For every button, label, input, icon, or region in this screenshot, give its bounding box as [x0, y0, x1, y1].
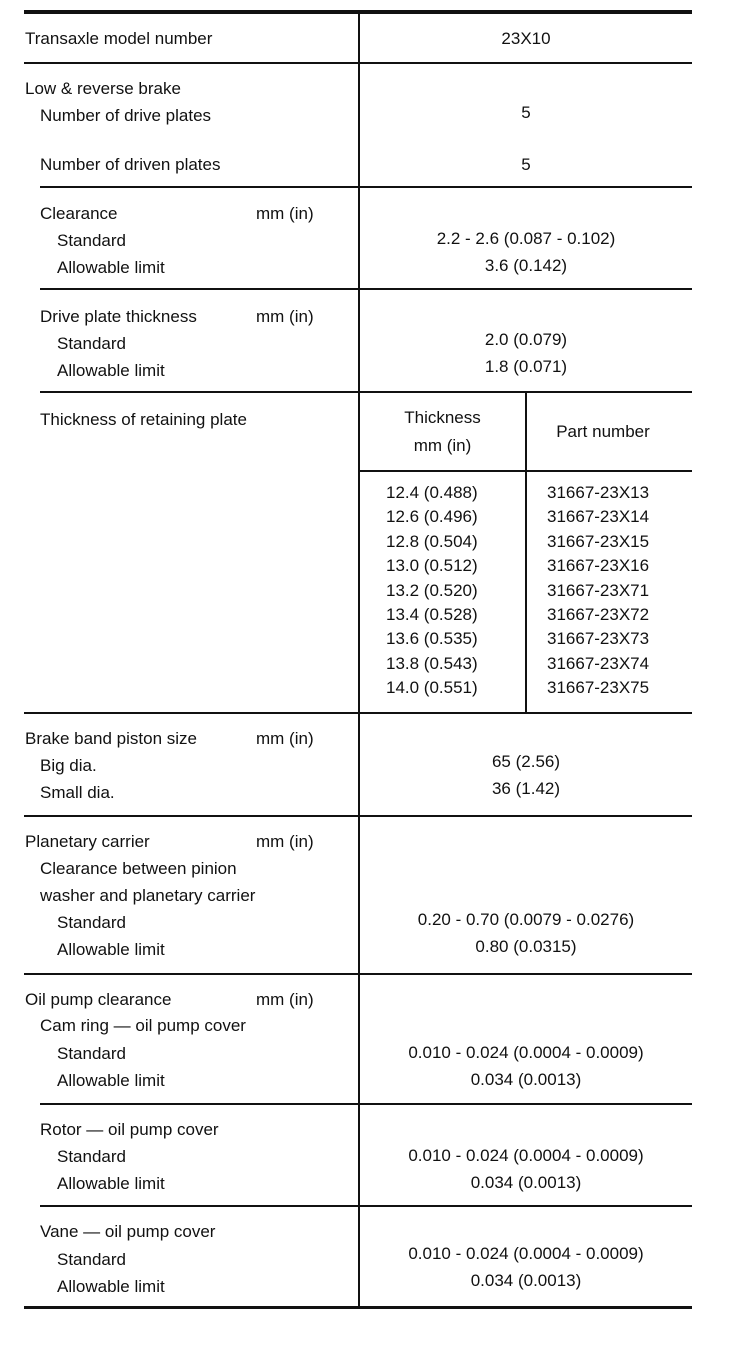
brake-band-unit: mm (in) [256, 729, 314, 748]
drive-thickness-label: Drive plate thickness [40, 307, 197, 326]
retaining-thickness-cell: 12.8 (0.504) [386, 531, 478, 551]
sub-divider [40, 1103, 692, 1105]
brake-band-small-label: Small dia. [40, 783, 115, 802]
brake-band-big-value: 65 (2.56) [491, 752, 561, 771]
rotor-standard-label: Standard [57, 1147, 126, 1166]
retaining-thickness-cell: 13.2 (0.520) [386, 580, 478, 600]
sub-divider [40, 1205, 692, 1207]
subtable-part-header: Part number [556, 422, 650, 441]
cam-ring-label: Cam ring — oil pump cover [40, 1016, 246, 1035]
cam-ring-standard-value: 0.010 - 0.024 (0.0004 - 0.0009) [408, 1043, 644, 1062]
brake-band-small-value: 36 (1.42) [491, 779, 561, 798]
planetary-standard-label: Standard [57, 913, 126, 932]
retaining-part-cell: 31667-23X75 [547, 678, 650, 698]
drive-plates-label: Number of drive plates [40, 106, 212, 125]
retaining-part-cell: 31667-23X14 [547, 507, 650, 527]
vane-limit-value: 0.034 (0.0013) [470, 1271, 582, 1290]
vane-standard-value: 0.010 - 0.024 (0.0004 - 0.0009) [408, 1244, 644, 1263]
clearance-standard-value: 2.2 - 2.6 (0.087 - 0.102) [436, 229, 616, 248]
planetary-limit-value: 0.80 (0.0315) [475, 937, 577, 956]
low-reverse-title: Low & reverse brake [25, 79, 181, 98]
retaining-thickness-cell: 13.8 (0.543) [386, 653, 478, 673]
retaining-part-cell: 31667-23X16 [547, 556, 650, 576]
vane-limit-label: Allowable limit [57, 1277, 165, 1296]
rotor-label: Rotor — oil pump cover [40, 1120, 219, 1139]
retaining-thickness-cell: 13.6 (0.535) [386, 629, 478, 649]
cam-ring-limit-label: Allowable limit [57, 1071, 165, 1090]
rotor-standard-value: 0.010 - 0.024 (0.0004 - 0.0009) [408, 1146, 644, 1165]
planetary-unit: mm (in) [256, 832, 314, 851]
vane-standard-label: Standard [57, 1250, 126, 1269]
retaining-thickness-cell: 13.4 (0.528) [386, 605, 478, 624]
retaining-part-cell: 31667-23X71 [547, 580, 650, 600]
subtable-thickness-unit: mm (in) [413, 436, 472, 455]
model-label: Transaxle model number [25, 29, 213, 48]
cam-ring-standard-label: Standard [57, 1044, 126, 1063]
planetary-standard-value: 0.20 - 0.70 (0.0079 - 0.0276) [417, 910, 635, 929]
rotor-limit-value: 0.034 (0.0013) [470, 1173, 582, 1192]
retaining-thickness-cell: 13.0 (0.512) [386, 556, 478, 576]
drive-thickness-unit: mm (in) [256, 307, 314, 326]
drive-thickness-standard-label: Standard [57, 334, 126, 353]
sub-divider [40, 391, 692, 393]
clearance-standard-label: Standard [57, 231, 126, 250]
rotor-limit-label: Allowable limit [57, 1174, 165, 1193]
sub-divider [40, 288, 692, 290]
cam-ring-limit-value: 0.034 (0.0013) [470, 1070, 582, 1089]
retaining-part-cell: 31667-23X73 [547, 629, 650, 649]
model-value: 23X10 [501, 29, 551, 48]
retaining-part-cell: 31667-23X72 [547, 605, 650, 624]
retaining-part-cell: 31667-23X13 [547, 483, 650, 502]
drive-thickness-limit-value: 1.8 (0.071) [484, 357, 568, 376]
drive-thickness-limit-label: Allowable limit [57, 361, 165, 380]
retaining-plate-label: Thickness of retaining plate [40, 410, 247, 429]
retaining-part-cell: 31667-23X15 [547, 531, 650, 551]
column-divider [358, 12, 360, 1308]
subtable-thickness-header: Thickness [404, 408, 481, 427]
planetary-line2: washer and planetary carrier [40, 886, 256, 905]
clearance-limit-label: Allowable limit [57, 258, 165, 277]
brake-band-label: Brake band piston size [25, 729, 197, 748]
drive-plates-value: 5 [521, 103, 531, 122]
driven-plates-label: Number of driven plates [40, 155, 221, 174]
planetary-line1: Clearance between pinion [40, 859, 237, 878]
retaining-part-cell: 31667-23X74 [547, 653, 650, 673]
drive-thickness-standard-value: 2.0 (0.079) [484, 330, 568, 349]
retaining-thickness-cell: 12.4 (0.488) [386, 483, 478, 502]
clearance-label: Clearance [40, 204, 118, 223]
planetary-limit-label: Allowable limit [57, 940, 165, 959]
driven-plates-value: 5 [521, 155, 531, 174]
planetary-label: Planetary carrier [25, 832, 150, 851]
retaining-thickness-cell: 14.0 (0.551) [386, 678, 478, 698]
vane-label: Vane — oil pump cover [40, 1222, 216, 1241]
sub-divider [40, 186, 692, 188]
clearance-limit-value: 3.6 (0.142) [484, 256, 568, 275]
clearance-unit: mm (in) [256, 204, 314, 223]
brake-band-big-label: Big dia. [40, 756, 97, 775]
oil-pump-label: Oil pump clearance [25, 990, 172, 1009]
retaining-thickness-cell: 12.6 (0.496) [386, 507, 478, 527]
oil-pump-unit: mm (in) [256, 990, 314, 1009]
